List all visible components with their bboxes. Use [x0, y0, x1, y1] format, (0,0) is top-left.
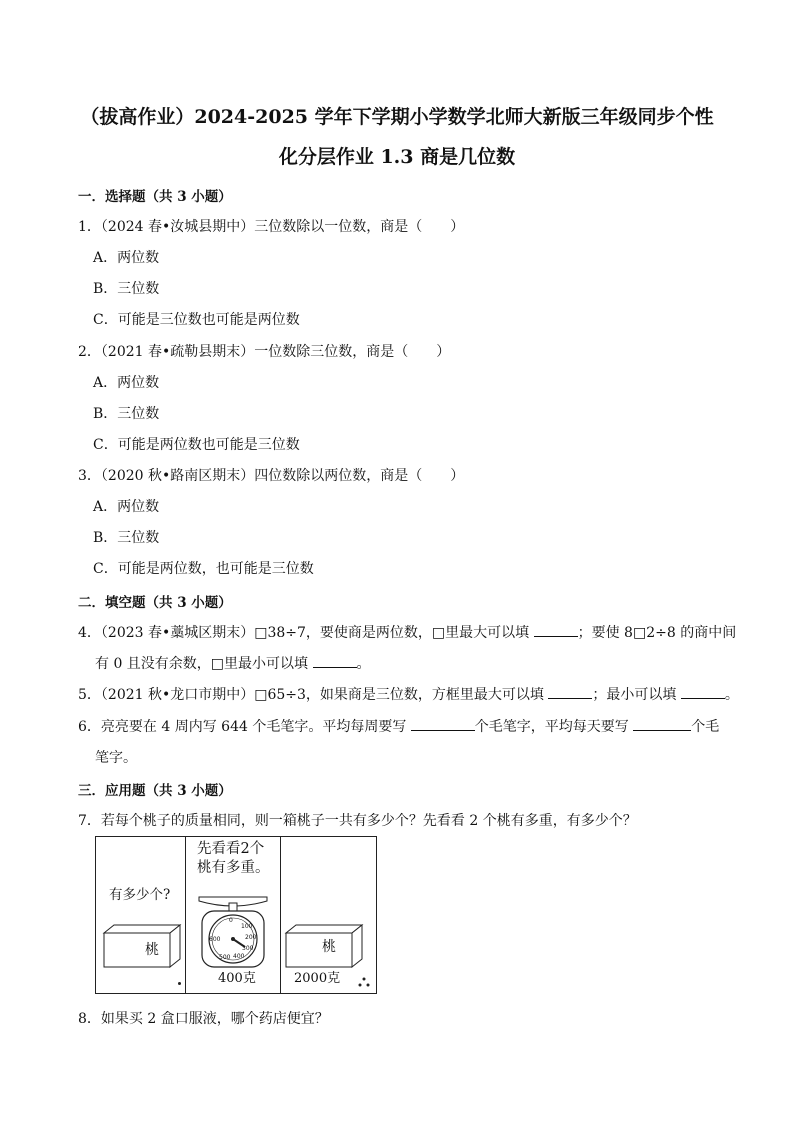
- question-4-text-c: 有 0 且没有余数，□里最小可以填: [95, 656, 313, 672]
- question-1-option-b[interactable]: B．三位数: [93, 281, 160, 297]
- section-heading-application: 三．应用题（共 3 小题）: [78, 783, 232, 799]
- section-heading-choice: 一．选择题（共 3 小题）: [78, 189, 232, 205]
- question-3-stem: 3．（2020 秋•路南区期末）四位数除以两位数，商是（ ）: [78, 468, 465, 484]
- answer-blank[interactable]: [633, 716, 691, 731]
- question-5-line1: [78, 684, 739, 704]
- question-2-option-a[interactable]: A．两位数: [93, 375, 160, 391]
- box-weight: 2000克: [294, 971, 341, 986]
- peach-box-icon: [102, 923, 182, 969]
- figure-panel-total: [280, 837, 376, 993]
- figure-panel-box: [96, 837, 186, 993]
- question-1-option-a[interactable]: A．两位数: [93, 250, 160, 266]
- question-1-option-c[interactable]: C．可能是三位数也可能是两位数: [93, 312, 300, 328]
- question-6-text-b: 个毛笔字，平均每天要写: [474, 719, 634, 735]
- scale-mark: 400: [233, 953, 245, 960]
- question-5-text-c: 。: [724, 687, 739, 703]
- question-2-option-c[interactable]: C．可能是两位数也可能是三位数: [93, 437, 300, 453]
- question-1-stem: 1．（2024 春•汝城县期中）三位数除以一位数，商是（ ）: [78, 219, 465, 235]
- dot-mark: [178, 982, 181, 985]
- question-5-text-a: 5．（2021 秋•龙口市期中）□65÷3，如果商是三位数，方框里最大可以填: [78, 687, 549, 703]
- answer-blank[interactable]: [681, 684, 725, 699]
- scale-mark: 500: [219, 954, 231, 961]
- question-3-option-b[interactable]: B．三位数: [93, 530, 160, 546]
- document-title-line2: 化分层作业 1.3 商是几位数: [278, 146, 516, 168]
- answer-blank[interactable]: [548, 684, 592, 699]
- scale-prompt-line2: 桃有多重。: [197, 860, 270, 876]
- question-3-option-c[interactable]: C．可能是两位数，也可能是三位数: [93, 561, 314, 577]
- question-2-option-b[interactable]: B．三位数: [93, 406, 160, 422]
- answer-blank[interactable]: [534, 622, 578, 637]
- box-label: 桃: [322, 939, 336, 955]
- question-5-text-b: ；最小可以填: [592, 687, 681, 703]
- question-3-option-a[interactable]: A．两位数: [93, 499, 160, 515]
- scale-prompt-line1: 先看看2个: [197, 841, 265, 857]
- question-6-text-a: 6．亮亮要在 4 周内写 644 个毛笔字。平均每周要写: [78, 719, 411, 735]
- question-6-line1: [78, 716, 719, 736]
- figure-panel-scale: [185, 837, 281, 993]
- section-heading-fill: 二．填空题（共 3 小题）: [78, 595, 232, 611]
- box-label: 桃: [145, 942, 159, 958]
- answer-blank[interactable]: [411, 716, 475, 731]
- scale-mark: 100: [241, 923, 253, 930]
- question-7-stem: 7．若每个桃子的质量相同，则一箱桃子一共有多少个？先看看 2 个桃有多重，有多少个？: [78, 813, 637, 829]
- question-7-figure: [95, 836, 377, 994]
- how-many-label: 有多少个?: [109, 887, 171, 903]
- question-4-text-a: 4．（2023 春•藁城区期末）□38÷7，要使商是两位数，□里最大可以填: [78, 625, 534, 641]
- scale-reading: 400克: [218, 971, 256, 986]
- question-8-stem: 8．如果买 2 盒口服液，哪个药店便宜？: [78, 1011, 329, 1027]
- scale-mark: 600: [209, 936, 221, 943]
- question-2-stem: 2．（2021 春•疏勒县期末）一位数除三位数，商是（ ）: [78, 344, 451, 360]
- scale-mark: 0: [229, 917, 233, 924]
- question-6-text-c: 个毛: [691, 719, 720, 735]
- question-6-line2: 笔字。: [95, 750, 137, 766]
- answer-blank[interactable]: [313, 653, 357, 668]
- question-4-line2: [95, 653, 371, 673]
- question-4-line1: [78, 622, 736, 642]
- question-4-text-d: 。: [356, 656, 371, 672]
- scale-mark: 200: [245, 934, 257, 941]
- dots-icon: [358, 977, 370, 987]
- document-title-line1: （拔高作业）2024-2025 学年下学期小学数学北师大新版三年级同步个性: [80, 106, 714, 128]
- scale-mark: 300: [242, 945, 254, 952]
- question-4-text-b: ；要使 8□2÷8 的商中间: [577, 625, 737, 641]
